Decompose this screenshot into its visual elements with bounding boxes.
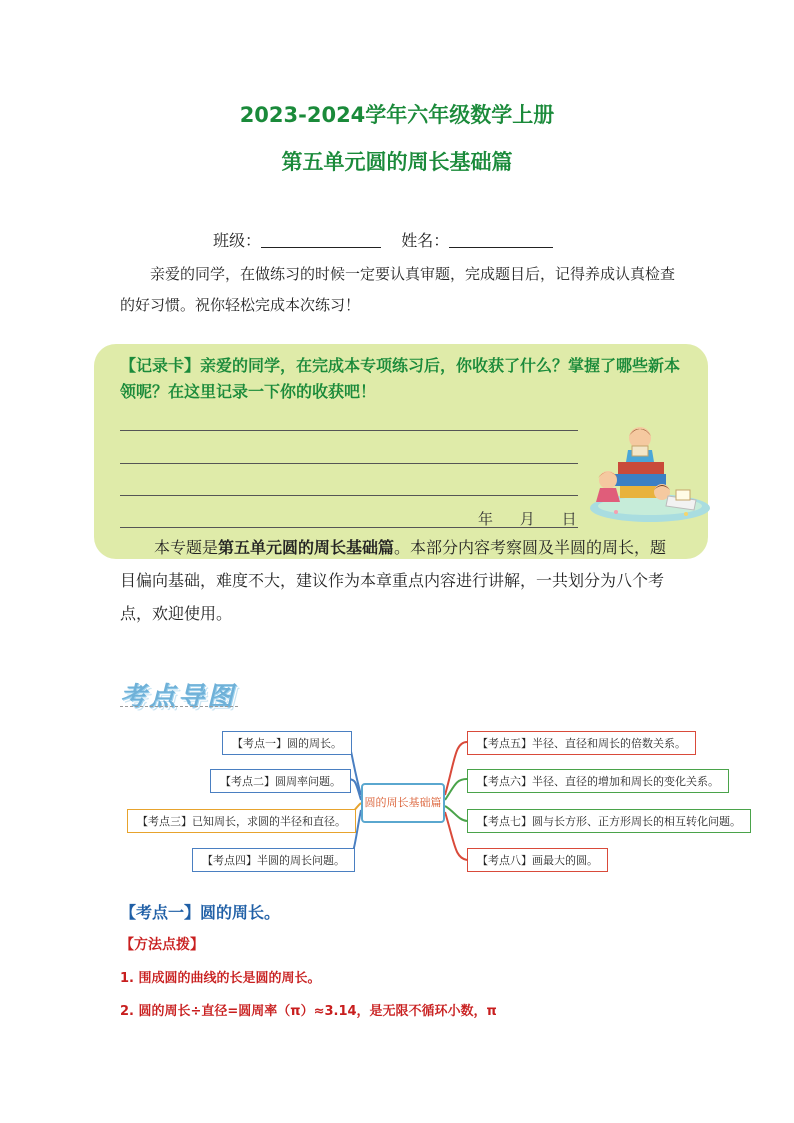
date-year: 年: [478, 510, 494, 528]
mindmap-node-3: 【考点三】已知周长，求圆的半径和直径。: [127, 809, 356, 833]
description-prefix: 本专题是: [154, 538, 219, 557]
record-card-text: 【记录卡】亲爱的同学，在完成本专项练习后，你收获了什么？掌握了哪些新本领呢？在这里记录一下你的收获吧！: [120, 356, 681, 401]
method-title: 【方法点拨】: [120, 937, 204, 953]
mindmap-node-4: 【考点四】半圆的周长问题。: [192, 848, 355, 872]
mindmap-node-2: 【考点二】圆周率问题。: [210, 769, 351, 793]
section-heading: 【考点一】圆的周长。: [120, 903, 281, 922]
description-highlight: 第五单元圆的周长基础篇: [218, 538, 395, 557]
intro-text: 亲爱的同学，在做练习的时候一定要认真审题，完成题目后，记得养成认真检查的好习惯。祝你轻松完成本次练习！: [120, 265, 676, 314]
mindmap-node-1: 【考点一】圆的周长。: [222, 731, 352, 755]
mindmap-node-5: 【考点五】半径、直径和周长的倍数关系。: [467, 731, 696, 755]
name-label: 姓名：: [401, 231, 450, 250]
description-suffix: 。本部分内容考察圆及半圆的周长，题目偏向基础，难度不大，建议作为本章重点内容进行讲解，一共划分为八个考点，欢迎使用。: [120, 538, 667, 623]
date-day: 日: [561, 510, 577, 528]
mindmap-node-6: 【考点六】半径、直径的增加和周长的变化关系。: [467, 769, 729, 793]
class-label: 班级：: [213, 231, 262, 250]
page-title: 2023-2024学年六年级数学上册: [239, 103, 555, 127]
mindmap-center: 圆的周长基础篇: [361, 783, 445, 823]
mindmap-section-title: 考点导图: [120, 682, 237, 712]
method-point-1: 1. 围成圆的曲线的长是圆的周长。: [120, 971, 321, 986]
method-point-2: 2. 圆的周长÷直径=圆周率（π）≈3.14，是无限不循环小数，π: [120, 1004, 497, 1019]
mindmap-node-7: 【考点七】圆与长方形、正方形周长的相互转化问题。: [467, 809, 751, 833]
date-month: 月: [519, 510, 535, 528]
mindmap-node-8: 【考点八】画最大的圆。: [467, 848, 608, 872]
page-subtitle: 第五单元圆的周长基础篇: [281, 150, 513, 174]
